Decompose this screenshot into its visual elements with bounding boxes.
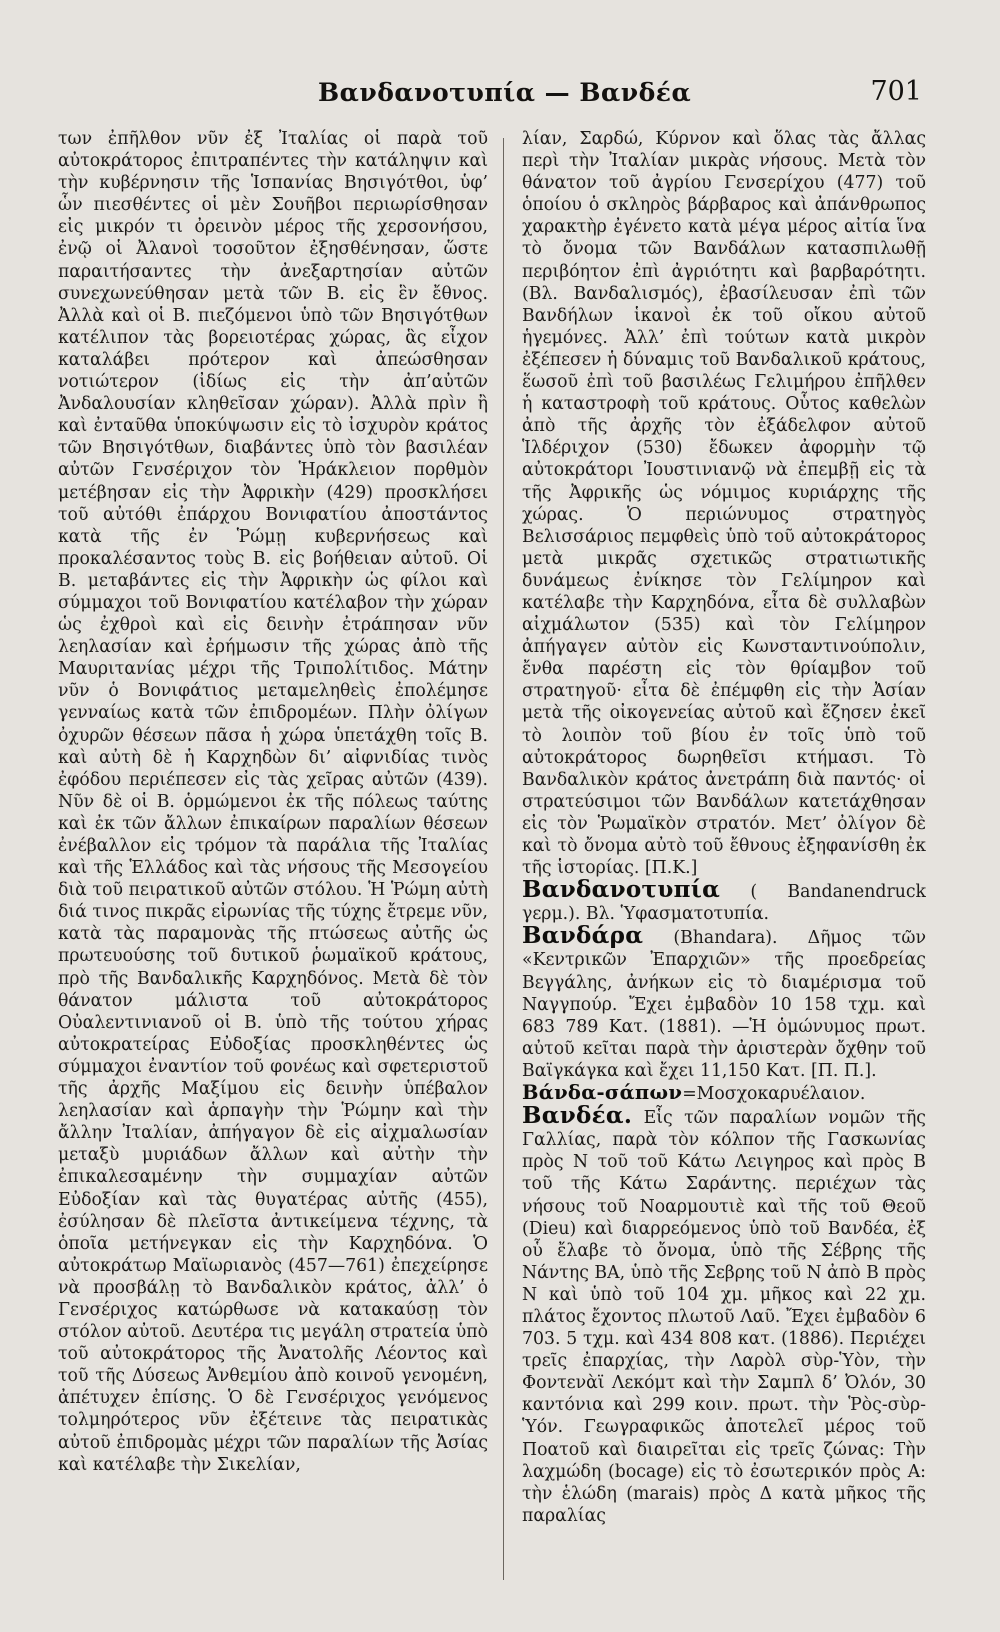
entry-bandara bbox=[522, 922, 926, 1082]
entry-headword: Βανδανοτυπία bbox=[522, 876, 721, 904]
entry-headword: Βανδάρα bbox=[522, 922, 644, 950]
entry-text: ( Bandanendruck γερμ.). Βλ. Ὑφασματοτυπία. bbox=[522, 882, 926, 925]
entry-headword: Βανδέα. bbox=[522, 1102, 633, 1130]
article-continuation: λίαν, Σαρδώ, Κύρνον καὶ ὅλας τὰς ἄλλας περὶ τὴν Ἰταλίαν μικρὰς νήσους. Μετὰ τὸν θάνατον τοῦ ἀγρίου Γενσερίχου (477) τοῦ ὁποίου ὁ σκληρὸς βάρβαρος καὶ ἀπάνθρωπος χαρακτὴρ ἐγένετο κατὰ μέγα μέρος αἰτία ἵνα τὸ ὄνομα τῶν Βανδάλων κατασπιλωθῇ περιβόητον ἐπὶ ἀγριότητι καὶ βαρβαρότητι. (Βλ. Βανδαλισμός), ἐβασίλευσαν ἐπὶ τῶν Βανδήλων ἱκανοὶ ἐκ τοῦ οἴκου αὐτοῦ ἡγεμόνες. Ἀλλ’ ἐπὶ τούτων κατὰ μικρὸν ἐξέπεσεν ἡ δύναμις τοῦ Βανδαλικοῦ κράτους, ἕωσοῦ ἐπὶ τοῦ βασιλέως Γελιμήρου ἐπῆλθεν ἡ καταστροφὴ τοῦ κράτους. Οὗτος καθελὼν ἀπὸ τῆς ἀρχῆς τὸν ἐξάδελφον αὐτοῦ Ἱλδέριχον (530) ἔδωκεν ἀφορμὴν τῷ αὐτοκράτορι Ἰουστινιανῷ νὰ ἐπεμβῇ εἰς τὰ τῆς Ἀφρικῆς ὡς νόμιμος κυριάρχης τῆς χώρας. Ὁ περιώνυμος στρατηγὸς Βελισσάριος πεμφθεὶς ὑπὸ τοῦ αὐτοκράτορος μετὰ μικρᾶς σχετικῶς στρατιωτικῆς δυνάμεως ἐνίκησε τὸν Γελίμηρον καὶ κατέλαβε τὴν Καρχηδόνα, εἶτα δὲ συλλαβὼν αἰχμάλωτον (535) καὶ τὸν Γελίμηρον ἀπήγαγεν αὐτὸν εἰς Κωνσταντινούπολιν, ἔνθα παρέστη εἰς τὸν θρίαμβον τοῦ στρατηγοῦ· εἶτα δὲ ἐπέμφθη εἰς τὴν Ἀσίαν μετὰ τῆς οἰκογενείας αὐτοῦ καὶ ἔζησεν ἐκεῖ τὸ λοιπὸν τοῦ βίου ἐν τοῖς ὑπὸ τοῦ αὐτοκράτορος δωρηθεῖσι κτήμασι. Τὸ Βανδαλικὸν κράτος ἀνετράπη διὰ παντός· οἱ στρατεύσιμοι τῶν Βανδάλων κατετάχθησαν εἰς τὸν Ῥωμαϊκὸν στρατόν. Μετ’ ὀλίγον δὲ καὶ τὸ ὄνομα αὐτὸ τοῦ ἔθνους ἐξηφανίσθη ἐκ τῆς ἱστορίας. [Π.Κ.] bbox=[522, 129, 926, 879]
entry-bandea bbox=[522, 1102, 926, 1527]
page-header bbox=[0, 78, 1000, 118]
article-text: των ἐπῆλθον νῦν ἐξ Ἰταλίας οἱ παρὰ τοῦ αὐτοκράτορος ἐπιτραπέντες τὴν κατάληψιν καὶ τὴν κυβέρνησιν τῆς Ἱσπανίας Βησιγότθοι, ὑφ’ ὧν πιεσθέντες οἱ μὲν Σουῆβοι περιωρίσθησαν εἰς μικρόν τι ὀρεινὸν μέρος τῆς χερσονήσου, ἐνῷ οἱ Ἀλανοὶ τοσοῦτον ἐξησθένησαν, ὥστε παραιτήσαντες τὴν ἀνεξαρτησίαν αὐτῶν συνεχωνεύθησαν μετὰ τῶν Β. εἰς ἓν ἔθνος. Ἀλλὰ καὶ οἱ Β. πιεζόμενοι ὑπὸ τῶν Βησιγότθων κατέλιπον τὰς βορειοτέρας χώρας, ἃς εἶχον καταλάβει πρότερον καὶ ἀπεώσθησαν νοτιώτερον (ἰδίως εἰς τὴν ἀπ’αὐτῶν Ἀνδαλουσίαν κληθεῖσαν χώραν). Ἀλλὰ πρὶν ἢ καὶ ἐνταῦθα ὑποκύψωσιν εἰς τὸ ἰσχυρὸν κράτος τῶν Βησιγότθων, διαβάντες ὑπὸ τὸν βασιλέαν αὐτῶν Γενσέριχον τὸν Ἡράκλειον πορθμὸν μετέβησαν εἰς τὴν Ἀφρικὴν (429) προσκλήσει τοῦ αὐτόθι ἐπάρχου Βονιφατίου ἀποστάντος κατὰ τῆς ἐν Ῥώμῃ κυβερνήσεως καὶ προκαλέσαντος τοὺς Β. εἰς βοήθειαν αὐτοῦ. Οἱ Β. μεταβάντες εἰς τὴν Ἀφρικὴν ὡς φίλοι καὶ σύμμαχοι τοῦ Βονιφατίου κατέλαβον τὴν χώραν ὡς ἐχθροὶ καὶ εἰς δεινὴν ἐτράπησαν νῦν λεηλασίαν καὶ ἐρήμωσιν τῆς χώρας ἀπὸ τῆς Μαυριτανίας μέχρι τῆς Τριπολίτιδος. Μάτην νῦν ὁ Βονιφάτιος μεταμεληθεὶς ἐπολέμησε γενναίως κατὰ τῶν ἐπιδρομέων. Πλὴν ὀλίγων ὀχυρῶν θέσεων πᾶσα ἡ χώρα ὑπετάχθη τοῖς Β. καὶ αὐτὴ δὲ ἡ Καρχηδὼν δι’ αἰφνιδίας τινὸς ἐφόδου περιέπεσεν εἰς τὰς χεῖρας αὐτῶν (439). Νῦν δὲ οἱ Β. ὁρμώμενοι ἐκ τῆς πόλεως ταύτης καὶ ἐκ τῶν ἄλλων ἐπικαίρων παραλίων θέσεων ἐνέβαλλον εἰς τρόμον τὰ παράλια τῆς Ἰταλίας καὶ τῆς Ἑλλάδος καὶ τὰς νήσους τῆς Μεσογείου διὰ τοῦ πειρατικοῦ αὐτῶν στόλου. Ἡ Ῥώμη αὐτὴ διά τινος πικρᾶς εἰρωνίας τῆς τύχης ἔτρεμε νῦν, κατὰ τὰς παραμονὰς τῆς πτώσεως αὐτῆς ὡς πρωτευούσης τοῦ δυτικοῦ ῥωμαϊκοῦ κράτους, πρὸ τῆς Βανδαλικῆς Καρχηδόνος. Μετὰ δὲ τὸν θάνατον μάλιστα τοῦ αὐτοκράτορος Οὐαλεντινιανοῦ οἱ Β. ὑπὸ τῆς τούτου χήρας αὐτοκρατείρας Εὐδοξίας προσκληθέντες ὡς σύμμαχοι ἐναντίον τοῦ φονέως καὶ σφετεριστοῦ τῆς ἀρχῆς Μαξίμου εἰς δεινὴν ὑπέβαλον λεηλασίαν καὶ ἁρπαγὴν τὴν Ῥώμην καὶ τὴν ἄλλην Ἰταλίαν, ἀπήγαγον δὲ εἰς αἰχμαλωσίαν μεταξὺ μυριάδων ἄλλων καὶ αὐτὴν τὴν ἐπικαλεσαμένην τὴν συμμαχίαν αὐτῶν Εὐδοξίαν καὶ τὰς θυγατέρας αὐτῆς (455), ἐσύλησαν δὲ πλεῖστα ἀντικείμενα τέχνης, τὰ ὁποῖα μετήνεγκαν εἰς τὴν Καρχηδόνα. Ὁ αὐτοκράτωρ Μαϊωριανὸς (457—761) ἐπεχείρησε νὰ προσβάλῃ τὸ Βανδαλικὸν κράτος, ἀλλ’ ὁ Γενσέριχος κατώρθωσε νὰ κατακαύσῃ τὸν στόλον αὐτοῦ. Δευτέρα τις μεγάλη στρατεία ὑπὸ τοῦ αὐτοκράτορος τῆς Ἀνατολῆς Λέοντος καὶ τοῦ τῆς Δύσεως Ἀνθεμίου ἀπὸ κοινοῦ γενομένη, ἀπέτυχεν ἐπίσης. Ὁ δὲ Γενσέριχος γενόμενος τολμηρότερος νῦν ἐξέτεινε τὰς πειρατικὰς αὐτοῦ ἐπιδρομὰς μέχρι τῶν παραλίων τῆς Ἀσίας καὶ κατέλαβε τὴν Σικελίαν, bbox=[58, 129, 488, 1475]
page-number: 701 bbox=[870, 76, 922, 107]
entry-text: (Bhandara). Δῆμος τῶν «Κεντρικῶν Ἐπαρχιῶν» τῆς προεδρείας Βεγγάλης, ἀνήκων εἰς τὸ διαμέρισμα τοῦ Ναγγπούρ. Ἔχει ἐμβαδὸν 10 158 τχμ. καὶ 683 789 Κατ. (1881). —Ἡ ὁμώνυμος πρωτ. αὐτοῦ κεῖται παρὰ τὴν ἀριστερὰν ὄχθην τοῦ Βαϊγκάγκα καὶ ἔχει 11,150 Κατ. [Π. Π.]. bbox=[522, 928, 926, 1081]
left-column bbox=[58, 128, 488, 1598]
entry-text: Εἷς τῶν παραλίων νομῶν τῆς Γαλλίας, παρὰ τὸν κόλπον τῆς Γασκωνίας πρὸς Ν τοῦ τοῦ Κάτω Λειγηρος καὶ πρὸς Β τοῦ τῆς Κάτω Σαράντης. περιέχων τὰς νήσους τοῦ Νοαρμουτιὲ καὶ τῆς τοῦ Θεοῦ (Dieu) καὶ διαρρεόμενος ὑπὸ τοῦ Βανδέα, ἐξ οὗ ἔλαβε τὸ ὄνομα, ὑπὸ τῆς Σέβρης τῆς Νάντης ΒΑ, ὑπὸ τῆς Σεβρης τοῦ Ν ἀπὸ Β πρὸς Ν καὶ ὑπὸ τοῦ 104 χμ. μῆκος καὶ 22 χμ. πλάτος ἔχοντος πλωτοῦ Λαῦ. Ἔχει ἐμβαδὸν 6 703. 5 τχμ. καὶ 434 808 κατ. (1886). Περιέχει τρεῖς ἐπαρχίας, τὴν Λαρὸλ σὺρ-Ὑὸν, τὴν Φοντενὰϊ Λεκόμτ καὶ τὴν Σαμπλ δ’ Ὀλόν, 30 καντόνια καὶ 299 κοιν. πρωτ. τὴν Ῥὸς-σὺρ-Ὑόν. Γεωγραφικῶς ἀποτελεῖ μέρος τοῦ Ποατοῦ καὶ διαιρεῖται εἰς τρεῖς ζώνας: Τὴν λαχμώδη (bocage) εἰς τὸ ἐσωτερικόν πρὸς Α: τὴν ἑλώδη (marais) πρὸς Δ κατὰ μῆκος τῆς παραλίας bbox=[522, 1108, 926, 1526]
running-title: Βανδανοτυπία — Βανδέα bbox=[318, 78, 692, 107]
entry-text: =Μοσχοκαρυέλαιον. bbox=[682, 1084, 866, 1105]
column-divider bbox=[503, 138, 504, 1580]
entry-bandanotypia bbox=[522, 876, 926, 925]
entry-headword: Βάνδα-σάπων bbox=[522, 1081, 683, 1105]
right-column bbox=[522, 128, 926, 1598]
